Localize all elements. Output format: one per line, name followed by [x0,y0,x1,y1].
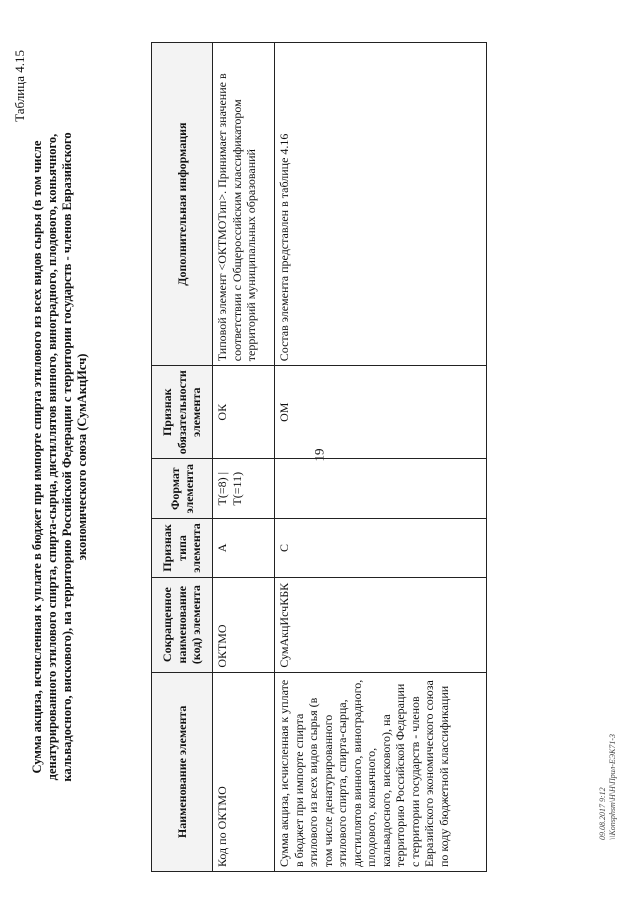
cell-code: СумАкцИсчКБК [275,577,487,672]
cell-code: ОКТМО [213,577,275,672]
cell-required: ОМ [275,366,487,459]
footer-path: \\Konsphsm\H\Н\Прил-ЕЭК71-3 [608,733,617,840]
table-header-row [152,43,213,872]
cell-format: Т(=8) | Т(=11) [213,459,275,519]
table-label: Таблица 4.15 [12,50,27,122]
table-row [213,43,275,872]
cell-type: С [275,519,487,577]
cell-format [275,459,487,519]
page-number: 19 [311,448,327,462]
rotated-page-content [12,42,617,872]
header-format: Формат элемента [152,459,213,519]
cell-extra: Состав элемента представлен в таблице 4.16 [275,43,487,366]
header-extra: Дополнительная информация [152,43,213,366]
cell-type: А [213,519,275,577]
header-name: Наименование элемента [152,672,213,871]
header-required: Признак обязательности элемента [152,366,213,459]
cell-name: Сумма акциза, исчисленная к уплате в бюджет при импорте спирта этилового из всех видов сырья (в том числе денатурированного этилового спирта, спирта-сырца, дистиллятов винного, виноградного, плодового, коньячного, кальвадосного, вискового), на территорию Российской Федерации с территории государств - членов Евразийского экономического союза по коду бюджетной классификации [275,672,487,871]
cell-required: ОК [213,366,275,459]
table-title: Сумма акциза, исчисленная к уплате в бюджет при импорте спирта этилового из всех видов сырья (в том числе денатурированного этилового спирта, спирта-сырца, дистиллятов винного, виноградного, плодового, коньячного, кальвадосного, вискового), на территорию Российской Федерации с территории государств - членов Евразийского экономического союза (СумАкцИсч) [30,132,89,782]
elements-table [151,42,487,872]
header-type: Признак типа элемента [152,519,213,577]
footer-timestamp: 09.08.2017 9:12 [598,787,607,840]
file-footer [598,734,618,840]
table-row [275,43,487,872]
cell-name: Код по ОКТМО [213,672,275,871]
header-code: Сокращенное наименование (код) элемента [152,577,213,672]
cell-extra: Типовой элемент <ОКТМОТип>. Принимает значение в соответствии с Общероссийским классификатором территорий муниципальных образований [213,43,275,366]
